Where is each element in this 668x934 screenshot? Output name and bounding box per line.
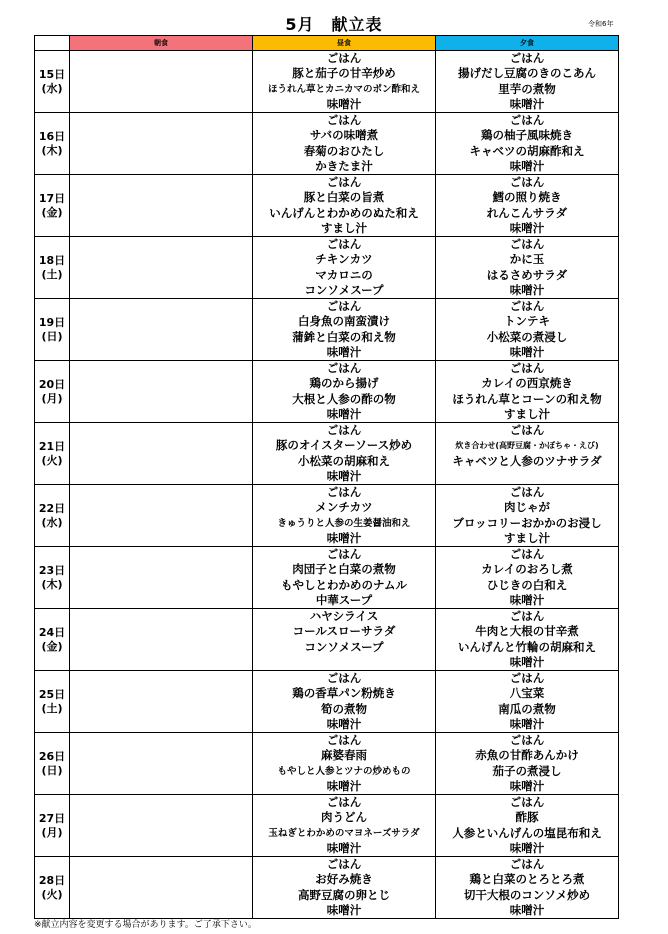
dinner-cell (436, 857, 619, 919)
menu-item: ごはん (509, 175, 545, 189)
breakfast-cell (70, 671, 253, 733)
lunch-cell (253, 609, 436, 671)
menu-item: 味噌汁 (326, 716, 362, 731)
menu-item: トンテキ (504, 314, 550, 329)
menu-item: 鶏の柚子風味焼き (481, 128, 573, 143)
menu-item (436, 469, 618, 484)
menu-item: 鶏と白菜のとろとろ煮 (469, 872, 585, 887)
menu-item: 味噌汁 (509, 592, 545, 607)
day-label: 22日 (38, 501, 66, 515)
menu-item: 味噌汁 (509, 902, 545, 917)
menu-item: ごはん (326, 485, 362, 499)
day-label: 19日 (38, 315, 66, 329)
menu-item: 肉うどん (321, 810, 367, 825)
menu-item: カレイのおろし煮 (481, 562, 573, 577)
menu-rows (35, 51, 619, 919)
menu-item: 中華スープ (315, 592, 373, 607)
table-row (35, 547, 619, 609)
menu-item: 豚と茄子の甘辛炒め (292, 66, 396, 81)
table-row (35, 51, 619, 113)
dinner-cell (436, 51, 619, 113)
menu-item: 里芋の煮物 (498, 81, 556, 96)
header-dinner: 夕食 (436, 36, 619, 51)
dinner-cell (436, 609, 619, 671)
menu-item: いんげんと竹輪の胡麻和え (458, 639, 596, 654)
menu-item: もやしと人参とツナの炒めもの (277, 765, 411, 777)
menu-item: ごはん (326, 237, 362, 251)
menu-item: お好み焼き (315, 872, 373, 887)
menu-item: コンソメスープ (304, 639, 384, 654)
lunch-cell (253, 361, 436, 423)
date-cell (35, 423, 70, 485)
dinner-cell (436, 361, 619, 423)
weekday-label: (水) (41, 81, 63, 95)
footnote: ※献立内容を変更する場合があります。ご了承下さい。 (34, 920, 257, 930)
menu-item: 肉団子と白菜の煮物 (292, 562, 396, 577)
menu-item: ごはん (509, 237, 545, 251)
menu-item: 高野豆腐の卵とじ (298, 887, 390, 902)
menu-item: 味噌汁 (326, 530, 362, 545)
menu-item: すまし汁 (321, 220, 367, 235)
menu-item: ごはん (509, 113, 545, 127)
table-row (35, 299, 619, 361)
menu-item: すまし汁 (504, 530, 550, 545)
menu-item: 豚のオイスターソース炒め (275, 438, 413, 453)
dinner-cell (436, 547, 619, 609)
lunch-cell (253, 795, 436, 857)
menu-item (253, 655, 435, 670)
day-label: 26日 (38, 749, 66, 763)
day-label: 15日 (38, 67, 66, 81)
table-row (35, 609, 619, 671)
menu-item: もやしとわかめのナムル (281, 577, 407, 592)
menu-item: ごはん (326, 175, 362, 189)
date-cell (35, 671, 70, 733)
lunch-cell (253, 671, 436, 733)
menu-item: 味噌汁 (509, 344, 545, 359)
day-label: 18日 (38, 253, 66, 267)
menu-item: ごはん (326, 113, 362, 127)
menu-item: 味噌汁 (326, 406, 362, 421)
menu-item: ハヤシライス (309, 609, 379, 623)
menu-item: 白身魚の南蛮漬け (298, 314, 390, 329)
menu-item: 酢豚 (515, 810, 539, 825)
menu-item: 炊き合わせ(高野豆腐・かぼちゃ・えび) (455, 441, 599, 451)
weekday-label: (金) (41, 205, 63, 219)
breakfast-cell (70, 795, 253, 857)
menu-item: 筍の煮物 (321, 701, 367, 716)
table-row (35, 857, 619, 919)
menu-item: ごはん (326, 795, 362, 809)
menu-item: 南瓜の煮物 (498, 701, 556, 716)
menu-item: ひじきの白和え (486, 577, 568, 592)
weekday-label: (水) (41, 515, 63, 529)
lunch-cell (253, 547, 436, 609)
header-date (35, 36, 70, 51)
day-label: 17日 (38, 191, 66, 205)
menu-item: ごはん (326, 671, 362, 685)
day-label: 28日 (38, 873, 66, 887)
lunch-cell (253, 857, 436, 919)
era-label: 令和6年 (588, 20, 614, 28)
menu-item: ごはん (326, 51, 362, 65)
menu-item: メンチカツ (315, 500, 373, 515)
menu-item: 麻婆春雨 (321, 748, 367, 763)
dinner-cell (436, 733, 619, 795)
dinner-cell (436, 175, 619, 237)
dinner-cell (436, 113, 619, 175)
menu-item: 味噌汁 (509, 282, 545, 297)
menu-item: 切干大根のコンソメ炒め (463, 887, 591, 902)
lunch-cell (253, 113, 436, 175)
lunch-cell (253, 485, 436, 547)
menu-item: 牛肉と大根の甘辛煮 (475, 624, 579, 639)
menu-item: ごはん (509, 485, 545, 499)
menu-item: 小松菜の胡麻和え (298, 453, 390, 468)
menu-item: 玉ねぎとわかめのマヨネーズサラダ (268, 827, 420, 839)
menu-item: ごはん (326, 547, 362, 561)
dinner-cell (436, 237, 619, 299)
dinner-cell (436, 423, 619, 485)
breakfast-cell (70, 361, 253, 423)
breakfast-cell (70, 51, 253, 113)
date-cell (35, 237, 70, 299)
menu-item: ごはん (509, 609, 545, 623)
weekday-label: (木) (41, 143, 63, 157)
menu-item: ごはん (326, 361, 362, 375)
menu-item: ほうれん草とコーンの和え物 (452, 391, 602, 406)
weekday-label: (木) (41, 577, 63, 591)
date-cell (35, 485, 70, 547)
weekday-label: (月) (41, 825, 63, 839)
table-row (35, 113, 619, 175)
menu-item: 味噌汁 (509, 840, 545, 855)
menu-item: 八宝菜 (509, 686, 545, 701)
menu-item: 揚げだし豆腐のきのこあん (458, 66, 596, 81)
menu-item: ごはん (326, 857, 362, 871)
table-row (35, 795, 619, 857)
menu-item: ごはん (509, 299, 545, 313)
weekday-label: (土) (41, 267, 63, 281)
day-label: 16日 (38, 129, 66, 143)
menu-table (34, 35, 619, 919)
table-row (35, 361, 619, 423)
header-lunch: 昼食 (253, 36, 436, 51)
menu-item: 鱈の照り焼き (492, 190, 562, 205)
menu-item: ごはん (509, 857, 545, 871)
weekday-label: (日) (41, 329, 63, 343)
menu-item: 味噌汁 (326, 902, 362, 917)
table-row (35, 485, 619, 547)
breakfast-cell (70, 113, 253, 175)
lunch-cell (253, 237, 436, 299)
menu-item: サバの味噌煮 (309, 128, 379, 143)
day-label: 27日 (38, 811, 66, 825)
menu-item: れんこんサラダ (486, 205, 568, 220)
breakfast-cell (70, 237, 253, 299)
lunch-cell (253, 423, 436, 485)
lunch-cell (253, 51, 436, 113)
menu-item: ほうれん草とカニカマのポン酢和え (267, 83, 420, 95)
menu-item: 肉じゃが (504, 500, 550, 515)
table-row (35, 671, 619, 733)
table-row (35, 175, 619, 237)
date-cell (35, 795, 70, 857)
menu-item: ごはん (509, 51, 545, 65)
menu-item: 味噌汁 (509, 654, 545, 669)
dinner-cell (436, 485, 619, 547)
date-cell (35, 175, 70, 237)
menu-item: キャベツの胡麻酢和え (469, 143, 585, 158)
date-cell (35, 857, 70, 919)
date-cell (35, 299, 70, 361)
weekday-label: (日) (41, 763, 63, 777)
menu-item: 味噌汁 (326, 344, 362, 359)
menu-item: ごはん (326, 299, 362, 313)
date-cell (35, 361, 70, 423)
menu-item: ごはん (509, 671, 545, 685)
menu-item: 鶏の香草パン粉焼き (292, 686, 396, 701)
breakfast-cell (70, 485, 253, 547)
breakfast-cell (70, 609, 253, 671)
menu-item: 味噌汁 (509, 220, 545, 235)
menu-item: コールスローサラダ (292, 624, 396, 639)
menu-item: 赤魚の甘酢あんかけ (475, 748, 579, 763)
menu-item: マカロニの (315, 267, 373, 282)
menu-item: 茄子の煮浸し (492, 763, 562, 778)
weekday-label: (金) (41, 639, 63, 653)
breakfast-cell (70, 547, 253, 609)
breakfast-cell (70, 299, 253, 361)
menu-item: 豚と白菜の旨煮 (303, 190, 385, 205)
menu-item: 味噌汁 (326, 840, 362, 855)
lunch-cell (253, 175, 436, 237)
weekday-label: (月) (41, 391, 63, 405)
header-breakfast: 朝食 (70, 36, 253, 51)
menu-item: ごはん (509, 423, 545, 437)
menu-item: 蒲鉾と白菜の和え物 (292, 329, 396, 344)
menu-item: すまし汁 (504, 406, 550, 421)
date-cell (35, 113, 70, 175)
menu-item: ごはん (326, 423, 362, 437)
menu-item: かきたま汁 (315, 158, 373, 173)
dinner-cell (436, 299, 619, 361)
dinner-cell (436, 795, 619, 857)
menu-item: きゅうりと人参の生姜醤油和え (277, 517, 411, 529)
day-label: 21日 (38, 439, 66, 453)
table-row (35, 733, 619, 795)
menu-item: 鶏のから揚げ (309, 376, 379, 391)
menu-item: ごはん (509, 733, 545, 747)
menu-item: カレイの西京焼き (481, 376, 573, 391)
menu-item: 味噌汁 (509, 96, 545, 111)
date-cell (35, 609, 70, 671)
menu-item: ごはん (326, 733, 362, 747)
menu-item: 味噌汁 (326, 468, 362, 483)
day-label: 25日 (38, 687, 66, 701)
menu-item: ごはん (509, 361, 545, 375)
day-label: 23日 (38, 563, 66, 577)
menu-item: 大根と人参の酢の物 (292, 391, 396, 406)
breakfast-cell (70, 857, 253, 919)
menu-item: 人参といんげんの塩昆布和え (452, 825, 602, 840)
date-cell (35, 51, 70, 113)
date-cell (35, 733, 70, 795)
weekday-label: (火) (41, 887, 63, 901)
day-label: 20日 (38, 377, 66, 391)
menu-item: 小松菜の煮浸し (486, 329, 568, 344)
table-row (35, 423, 619, 485)
breakfast-cell (70, 423, 253, 485)
menu-item: ブロッコリーおかかのお浸し (452, 515, 602, 530)
menu-item: いんげんとわかめのぬた和え (269, 205, 419, 220)
menu-item: 味噌汁 (509, 158, 545, 173)
dinner-cell (436, 671, 619, 733)
menu-item: ごはん (509, 795, 545, 809)
lunch-cell (253, 299, 436, 361)
menu-item: キャベツと人参のツナサラダ (452, 453, 602, 468)
menu-item: 味噌汁 (509, 778, 545, 793)
breakfast-cell (70, 733, 253, 795)
table-row (35, 237, 619, 299)
menu-item: かに玉 (509, 252, 545, 267)
weekday-label: (火) (41, 453, 63, 467)
day-label: 24日 (38, 625, 66, 639)
menu-item: チキンカツ (315, 252, 373, 267)
breakfast-cell (70, 175, 253, 237)
weekday-label: (土) (41, 701, 63, 715)
date-cell (35, 547, 70, 609)
menu-item: ごはん (509, 547, 545, 561)
menu-item: 春菊のおひたし (303, 143, 385, 158)
menu-item: はるさめサラダ (486, 267, 568, 282)
menu-item: 味噌汁 (326, 778, 362, 793)
menu-item: 味噌汁 (326, 96, 362, 111)
lunch-cell (253, 733, 436, 795)
header-row (35, 36, 619, 51)
page-title: 5月 献立表 (285, 15, 383, 34)
menu-item: 味噌汁 (509, 716, 545, 731)
menu-item: コンソメスープ (304, 282, 384, 297)
